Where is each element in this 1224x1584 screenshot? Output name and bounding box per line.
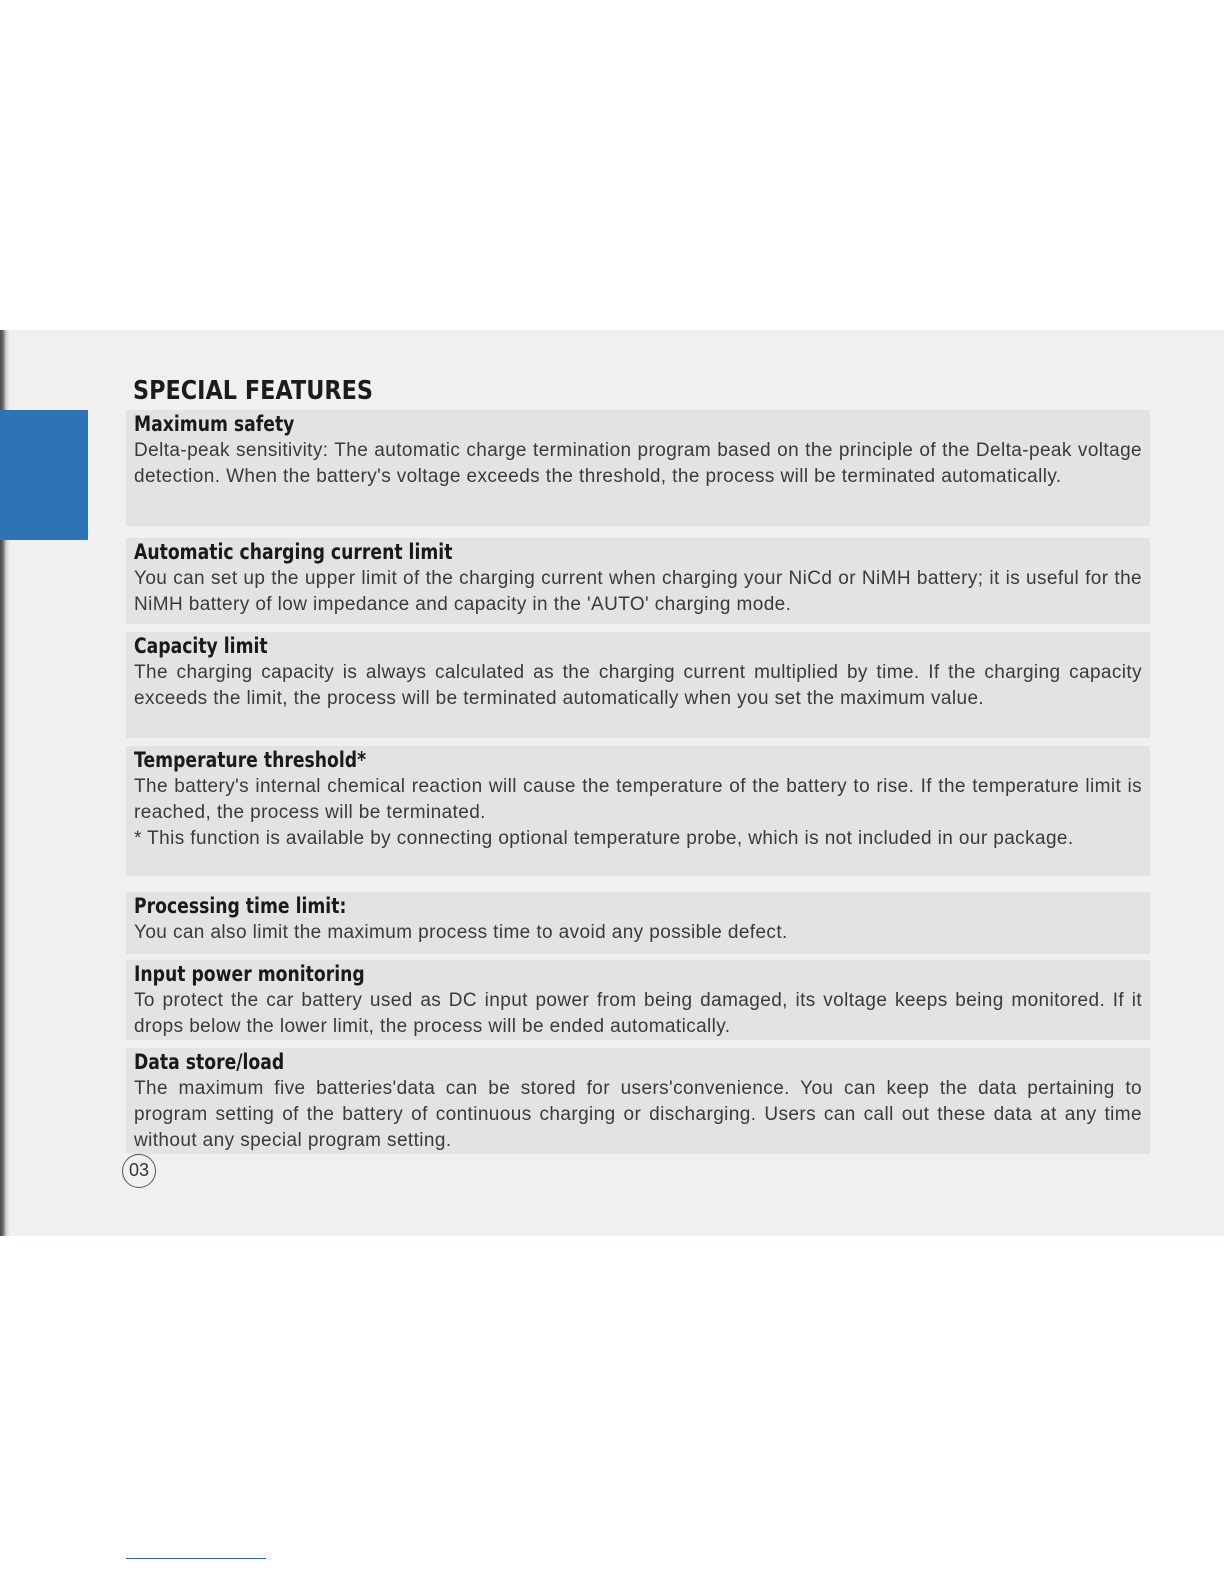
section-body: The battery's internal chemical reaction will cause the temperature of the battery to rise. If the temperature limit is reached, the process will be terminated.	[134, 776, 1142, 823]
section-processing-time-limit	[126, 892, 1150, 954]
section-body: The maximum five batteries'data can be stored for users'convenience. You can keep the data pertaining to program setting of the battery of continuous charging or discharging. Users can call out these data at any time without any special program setting.	[134, 1078, 1142, 1151]
section-body: To protect the car battery used as DC input power from being damaged, its voltage keeps being monitored. If it drops below the lower limit, the process will be ended automatically.	[134, 990, 1142, 1037]
blue-section-tab	[0, 410, 88, 540]
section-data-store-load	[126, 1048, 1150, 1154]
section-automatic-charging-current-limit	[126, 538, 1150, 624]
section-heading: Data store/load	[134, 1050, 285, 1074]
section-body: You can also limit the maximum process time to avoid any possible defect.	[134, 922, 788, 943]
section-heading: Input power monitoring	[134, 962, 365, 986]
section-input-power-monitoring	[126, 960, 1150, 1040]
page-number: 03	[122, 1154, 156, 1188]
section-heading: Temperature threshold*	[134, 748, 367, 772]
section-capacity-limit	[126, 632, 1150, 738]
section-footnote: * This function is available by connecting optional temperature probe, which is not included in our package.	[134, 828, 1074, 849]
section-temperature-threshold	[126, 746, 1150, 876]
section-heading: Maximum safety	[134, 412, 295, 436]
section-body: The charging capacity is always calculated as the charging current multiplied by time. If the charging capacity exceeds the limit, the process will be terminated automatically when you set the maximum value.	[134, 662, 1142, 709]
section-heading: Processing time limit:	[134, 894, 347, 918]
section-heading: Automatic charging current limit	[134, 540, 453, 564]
page-title: SPECIAL FEATURES	[133, 376, 373, 406]
section-heading: Capacity limit	[134, 634, 268, 658]
section-body: Delta-peak sensitivity: The automatic charge termination program based on the principle of the Delta-peak voltage detection. When the battery's voltage exceeds the threshold, the process will be terminated automatically.	[134, 440, 1142, 487]
section-body: You can set up the upper limit of the charging current when charging your NiCd or NiMH battery; it is useful for the NiMH battery of low impedance and capacity in the 'AUTO' charging mode.	[134, 568, 1142, 615]
section-maximum-safety	[126, 410, 1150, 526]
footer-rule	[126, 1558, 266, 1559]
